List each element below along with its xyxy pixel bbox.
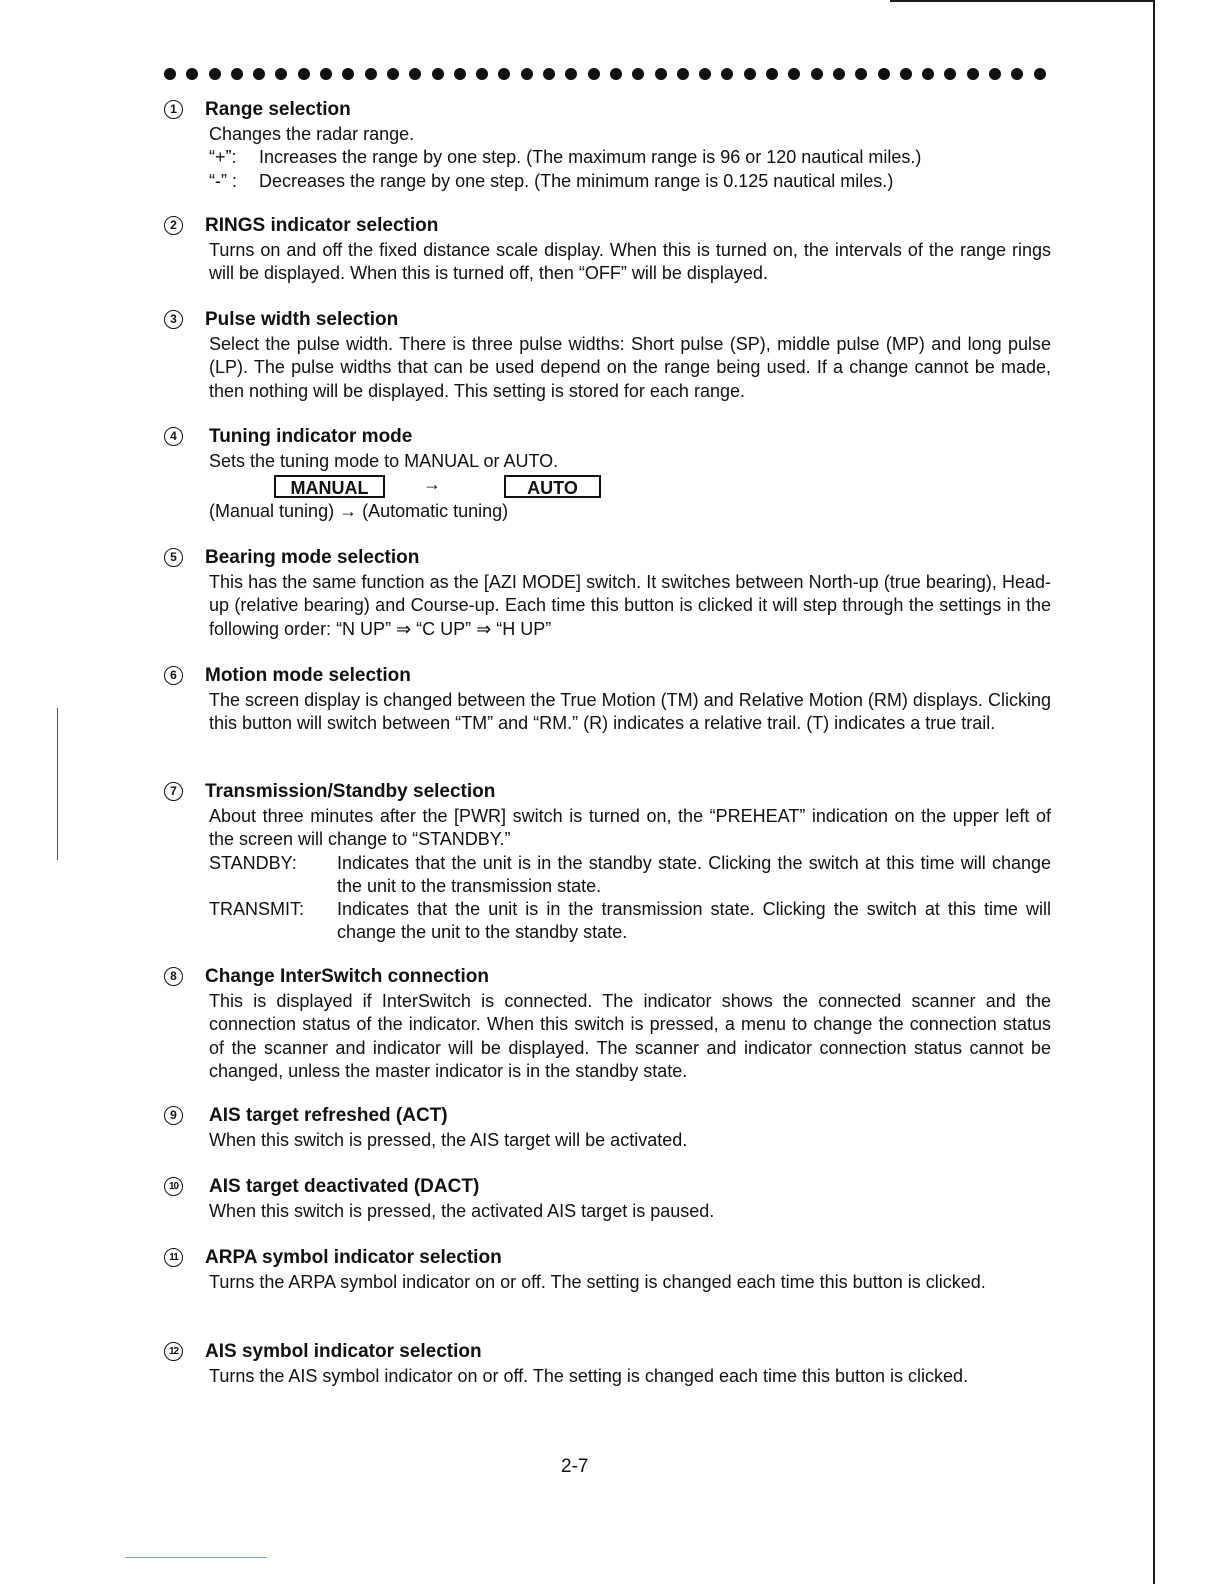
page-number: 2-7 [561, 1456, 589, 1477]
arrow-icon: → [423, 474, 441, 495]
section-title: RINGS indicator selection [205, 215, 439, 236]
section-text: This is displayed if InterSwitch is connected. The indicator shows the connected scanner and the connection status of the indicator. When this switch is pressed, a menu to change the connection status of the scanner and indicator will be displayed. The scanner and indicator connection status cannot be changed, unless the master indicator is in the standby state. [209, 991, 1051, 1081]
divider-dot [432, 68, 444, 80]
frame-top-border [890, 0, 1155, 2]
divider-dot [588, 68, 600, 80]
section-text: When this switch is pressed, the AIS target will be activated. [209, 1130, 688, 1150]
divider-dot [253, 68, 265, 80]
section-number: 10 [164, 1177, 183, 1196]
section-title: AIS target refreshed (ACT) [209, 1105, 448, 1126]
section-title: ARPA symbol indicator selection [205, 1247, 502, 1268]
divider-dot [944, 68, 956, 80]
divider-dot [498, 68, 510, 80]
section-number: 12 [164, 1342, 183, 1361]
section-number: 4 [164, 427, 183, 446]
divider-dot [766, 68, 778, 80]
divider-dot [186, 68, 198, 80]
definition-standby: STANDBY: Indicates that the unit is in the standby state. Clicking the switch at this time will change the unit to the transmission state. [209, 852, 1051, 896]
manual-button: MANUAL [274, 475, 385, 498]
frame-right-border [1153, 0, 1155, 1584]
divider-dot [275, 68, 287, 80]
section-number: 5 [164, 548, 183, 567]
divider-dot [476, 68, 488, 80]
section-text: Turns the ARPA symbol indicator on or off. The setting is changed each time this button is clicked. [209, 1272, 986, 1292]
section-text: Select the pulse width. There is three pulse widths: Short pulse (SP), middle pulse (MP) and long pulse (LP). The pulse widths that can be used depend on the range being used. If a change cannot be made, then nothing will be displayed. This setting is stored for each range. [209, 334, 1051, 401]
divider-dot [677, 68, 689, 80]
divider-dot [565, 68, 577, 80]
section-number: 9 [164, 1106, 183, 1125]
tuning-caption: (Manual tuning) → (Automatic tuning) [209, 501, 509, 522]
divider-dot [699, 68, 711, 80]
section-text: Turns the AIS symbol indicator on or off. The setting is changed each time this button is clicked. [209, 1366, 969, 1386]
divider-dot [655, 68, 667, 80]
divider-dot [298, 68, 310, 80]
section-title: Change InterSwitch connection [205, 966, 489, 987]
divider-dot [454, 68, 466, 80]
divider-dot [900, 68, 912, 80]
divider-dot [721, 68, 733, 80]
section-title: Pulse width selection [205, 309, 399, 330]
section-number: 7 [164, 782, 183, 801]
section-number: 1 [164, 100, 183, 119]
section-text: When this switch is pressed, the activated AIS target is paused. [209, 1201, 715, 1221]
section-title: Transmission/Standby selection [205, 781, 496, 802]
section-text: The screen display is changed between the True Motion (TM) and Relative Motion (RM) displays. Clicking this button will switch between “TM” and “RM.” (R) indicates a relative trail. (T) indicates a true trail. [209, 690, 1051, 734]
dot-divider [164, 67, 1046, 81]
section-title: Range selection [205, 99, 351, 120]
divider-dot [409, 68, 421, 80]
section-intro: Changes the radar range. [209, 124, 415, 144]
section-title: Tuning indicator mode [209, 426, 413, 447]
divider-dot [320, 68, 332, 80]
footer-blue-line [125, 1557, 267, 1558]
divider-dot [788, 68, 800, 80]
section-number: 11 [164, 1248, 183, 1267]
section-text: About three minutes after the [PWR] switch is turned on, the “PREHEAT” indication on the upper left of the screen will change to “STANDBY.” [209, 806, 1051, 850]
divider-dot [989, 68, 1001, 80]
section-text: This has the same function as the [AZI MODE] switch. It switches between North-up (true bearing), Head-up (relative bearing) and Course-up. Each time this button is clicked it will step through the settings in the following order: “N UP” ⇒ “C UP” ⇒ “H UP” [209, 572, 1051, 639]
section-title: Motion mode selection [205, 665, 411, 686]
divider-dot [342, 68, 354, 80]
section-number: 2 [164, 216, 183, 235]
divider-dot [967, 68, 979, 80]
section-text: Sets the tuning mode to MANUAL or AUTO. [209, 451, 559, 471]
divider-dot [209, 68, 221, 80]
auto-button: AUTO [504, 475, 601, 498]
divider-dot [610, 68, 622, 80]
divider-dot [387, 68, 399, 80]
section-title: AIS symbol indicator selection [205, 1341, 482, 1362]
divider-dot [811, 68, 823, 80]
divider-dot [164, 68, 176, 80]
divider-dot [543, 68, 555, 80]
divider-dot [1034, 68, 1046, 80]
section-title: AIS target deactivated (DACT) [209, 1176, 480, 1197]
divider-dot [922, 68, 934, 80]
scan-artifact-line [57, 708, 58, 860]
divider-dot [855, 68, 867, 80]
plus-item: “+”: Increases the range by one step. (The maximum range is 96 or 120 nautical miles.) [209, 147, 922, 168]
section-number: 6 [164, 666, 183, 685]
section-title: Bearing mode selection [205, 547, 420, 568]
minus-item: “-” : Decreases the range by one step. (The minimum range is 0.125 nautical miles.) [209, 170, 894, 191]
divider-dot [744, 68, 756, 80]
divider-dot [833, 68, 845, 80]
section-number: 3 [164, 310, 183, 329]
section-number: 8 [164, 967, 183, 986]
divider-dot [521, 68, 533, 80]
divider-dot [878, 68, 890, 80]
section-text: Turns on and off the fixed distance scale display. When this is turned on, the intervals of the range rings will be displayed. When this is turned off, then “OFF” will be displayed. [209, 240, 1051, 284]
divider-dot [365, 68, 377, 80]
divider-dot [1011, 68, 1023, 80]
divider-dot [231, 68, 243, 80]
divider-dot [632, 68, 644, 80]
definition-transmit: TRANSMIT: Indicates that the unit is in the transmission state. Clicking the switch at this time will change the unit to the standby state. [209, 899, 1051, 943]
